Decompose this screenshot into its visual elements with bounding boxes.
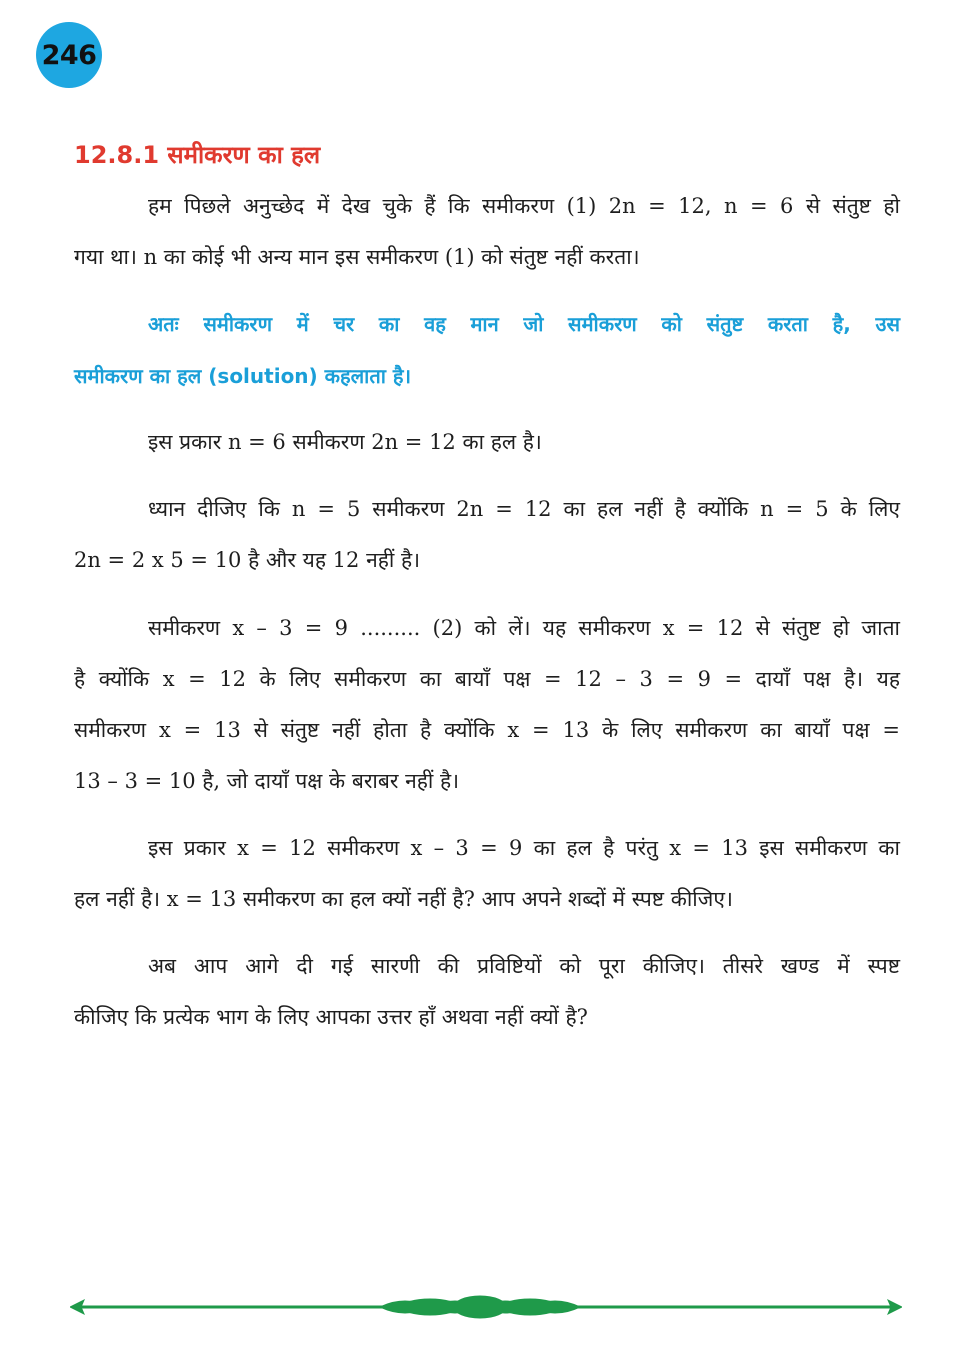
page-number: 246 <box>41 39 97 71</box>
paragraph-line: इस प्रकार x = 12 समीकरण x – 3 = 9 का हल है परंतु x = 13 इस समीकरण का <box>148 836 900 860</box>
paragraph-line: गया था। n का कोई भी अन्य मान इस समीकरण (1) को संतुष्ट नहीं करता। <box>74 245 640 269</box>
paragraph-line: अब आप आगे दी गई सारणी की प्रविष्टियों को पूरा कीजिए। तीसरे खण्ड में स्पष्ट <box>148 954 900 978</box>
paragraph-line: समीकरण x = 13 से संतुष्ट नहीं होता है क्योंकि x = 13 के लिए समीकरण का बायाँ पक्ष = <box>74 718 900 742</box>
paragraph-line: 2n = 2 x 5 = 10 है और यह 12 नहीं है। <box>74 548 421 572</box>
paragraph-line: कीजिए कि प्रत्येक भाग के लिए आपका उत्तर हाँ अथवा नहीं क्यों है? <box>74 1005 588 1029</box>
paragraph-line: हल नहीं है। x = 13 समीकरण का हल क्यों नहीं है? आप अपने शब्दों में स्पष्ट कीजिए। <box>74 887 733 911</box>
definition-line: समीकरण का हल (solution) कहलाता है। <box>74 364 412 388</box>
paragraph-line: 13 – 3 = 10 है, जो दायाँ पक्ष के बराबर नहीं है। <box>74 769 460 793</box>
paragraph-line: हम पिछले अनुच्छेद में देख चुके हैं कि समीकरण (1) 2n = 12, n = 6 से संतुष्ट हो <box>148 194 900 218</box>
paragraph-line: ध्यान दीजिए कि n = 5 समीकरण 2n = 12 का हल नहीं है क्योंकि n = 5 के लिए <box>148 497 900 521</box>
paragraph-line: समीकरण x – 3 = 9 ......... (2) को लें। यह समीकरण x = 12 से संतुष्ट हो जाता <box>148 616 900 640</box>
decorative-divider <box>70 1290 902 1324</box>
divider-ornament-lobe <box>402 1299 458 1315</box>
divider-ornament-lobe <box>502 1299 558 1315</box>
paragraph-line: इस प्रकार n = 6 समीकरण 2n = 12 का हल है। <box>148 430 542 454</box>
section-heading: 12.8.1 समीकरण का हल <box>74 141 321 169</box>
page-number-badge <box>36 22 102 88</box>
paragraph-line: है क्योंकि x = 12 के लिए समीकरण का बायाँ पक्ष = 12 – 3 = 9 = दायाँ पक्ष है। यह <box>74 667 900 691</box>
definition-line: अतः समीकरण में चर का वह मान जो समीकरण को संतुष्ट करता है, उस <box>148 312 900 336</box>
divider-ornament-lobe <box>454 1296 506 1318</box>
